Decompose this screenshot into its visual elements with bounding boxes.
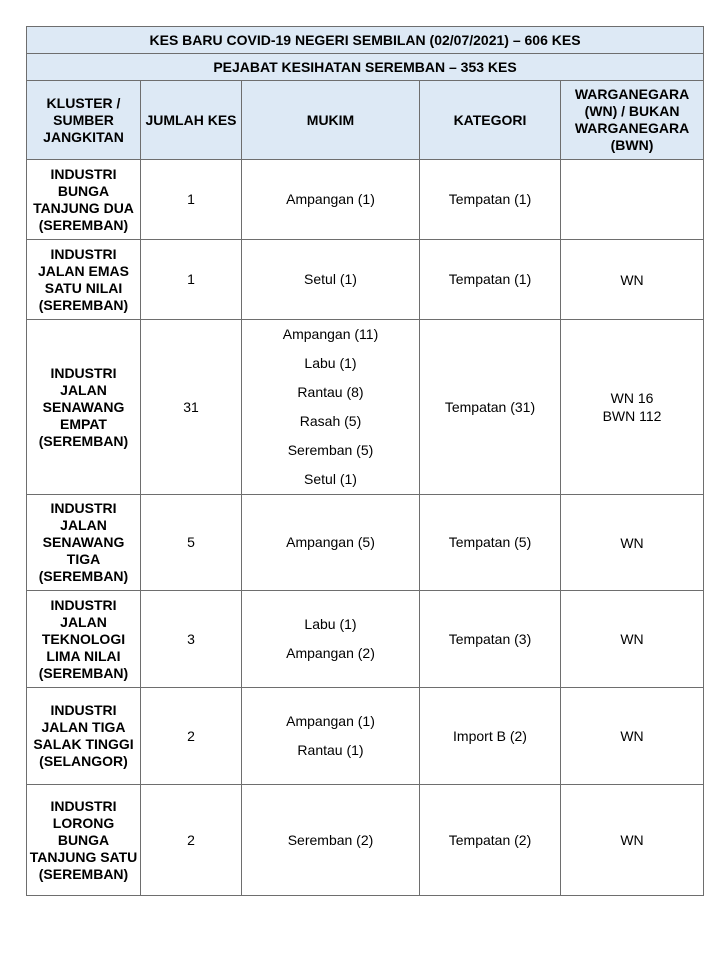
count-cell: 3	[141, 591, 242, 688]
cluster-cell: INDUSTRI JALAN TEKNOLOGI LIMA NILAI (SEREMBAN)	[27, 591, 141, 688]
table-row	[27, 495, 704, 591]
count-cell: 31	[141, 320, 242, 495]
citizenship-entry: WN	[620, 728, 644, 744]
category-cell: Tempatan (5)	[420, 495, 561, 591]
mukim-entry: Rantau (8)	[297, 384, 364, 400]
header-cluster: KLUSTER / SUMBER JANGKITAN	[27, 81, 141, 160]
mukim-entry: Rantau (1)	[297, 742, 364, 758]
citizenship-cell	[561, 240, 704, 320]
subtitle-row	[27, 54, 704, 81]
mukim-cell	[242, 160, 420, 240]
cluster-cell: INDUSTRI JALAN TIGA SALAK TINGGI (SELANGOR)	[27, 688, 141, 785]
table-row	[27, 688, 704, 785]
mukim-cell	[242, 320, 420, 495]
header-count: JUMLAH KES	[141, 81, 242, 160]
category-cell: Tempatan (2)	[420, 785, 561, 896]
mukim-cell	[242, 688, 420, 785]
mukim-entry: Ampangan (1)	[286, 713, 375, 729]
header-citizenship: WARGANEGARA (WN) / BUKAN WARGANEGARA (BWN)	[561, 81, 704, 160]
cluster-cell: INDUSTRI JALAN SENAWANG TIGA (SEREMBAN)	[27, 495, 141, 591]
count-cell: 1	[141, 160, 242, 240]
report-title: KES BARU COVID-19 NEGERI SEMBILAN (02/07/2021) – 606 KES	[27, 27, 704, 54]
count-cell: 5	[141, 495, 242, 591]
citizenship-cell	[561, 320, 704, 495]
cluster-cell: INDUSTRI LORONG BUNGA TANJUNG SATU (SEREMBAN)	[27, 785, 141, 896]
mukim-cell	[242, 495, 420, 591]
mukim-entry: Labu (1)	[304, 355, 357, 371]
mukim-entry: Ampangan (1)	[286, 191, 375, 207]
citizenship-entry: WN	[620, 271, 644, 288]
citizenship-cell	[561, 495, 704, 591]
table-row	[27, 160, 704, 240]
report-subtitle: PEJABAT KESIHATAN SEREMBAN – 353 KES	[27, 54, 704, 81]
mukim-cell	[242, 240, 420, 320]
category-cell: Tempatan (1)	[420, 240, 561, 320]
table-row	[27, 320, 704, 495]
count-cell: 2	[141, 688, 242, 785]
citizenship-cell	[561, 688, 704, 785]
header-mukim: MUKIM	[242, 81, 420, 160]
header-category: KATEGORI	[420, 81, 561, 160]
table-row	[27, 240, 704, 320]
table-body	[27, 160, 704, 896]
mukim-entry: Ampangan (2)	[286, 645, 375, 661]
category-cell: Import B (2)	[420, 688, 561, 785]
count-cell: 1	[141, 240, 242, 320]
mukim-entry: Ampangan (5)	[286, 534, 375, 550]
mukim-entry: Rasah (5)	[299, 413, 362, 429]
cluster-cell: INDUSTRI BUNGA TANJUNG DUA (SEREMBAN)	[27, 160, 141, 240]
cluster-cell: INDUSTRI JALAN EMAS SATU NILAI (SEREMBAN)	[27, 240, 141, 320]
mukim-entry: Setul (1)	[304, 471, 357, 487]
citizenship-entry: BWN 112	[602, 408, 662, 424]
citizenship-cell	[561, 785, 704, 896]
category-cell: Tempatan (31)	[420, 320, 561, 495]
category-cell: Tempatan (1)	[420, 160, 561, 240]
column-header-row	[27, 81, 704, 160]
title-row	[27, 27, 704, 54]
mukim-entry: Ampangan (11)	[282, 326, 379, 342]
cluster-cell: INDUSTRI JALAN SENAWANG EMPAT (SEREMBAN)	[27, 320, 141, 495]
mukim-cell	[242, 591, 420, 688]
citizenship-entry: WN	[620, 832, 644, 848]
table-row	[27, 591, 704, 688]
mukim-cell	[242, 785, 420, 896]
mukim-entry: Setul (1)	[304, 271, 357, 287]
citizenship-cell	[561, 160, 704, 240]
citizenship-cell	[561, 591, 704, 688]
table-row	[27, 785, 704, 896]
citizenship-entry: WN	[620, 631, 644, 647]
mukim-entry: Labu (1)	[304, 616, 357, 632]
mukim-entry: Seremban (5)	[287, 442, 374, 458]
category-cell: Tempatan (3)	[420, 591, 561, 688]
count-cell: 2	[141, 785, 242, 896]
mukim-entry: Seremban (2)	[287, 831, 374, 848]
citizenship-entry: WN 16	[610, 390, 654, 406]
covid-case-table	[26, 26, 704, 896]
citizenship-entry: WN	[620, 534, 644, 551]
